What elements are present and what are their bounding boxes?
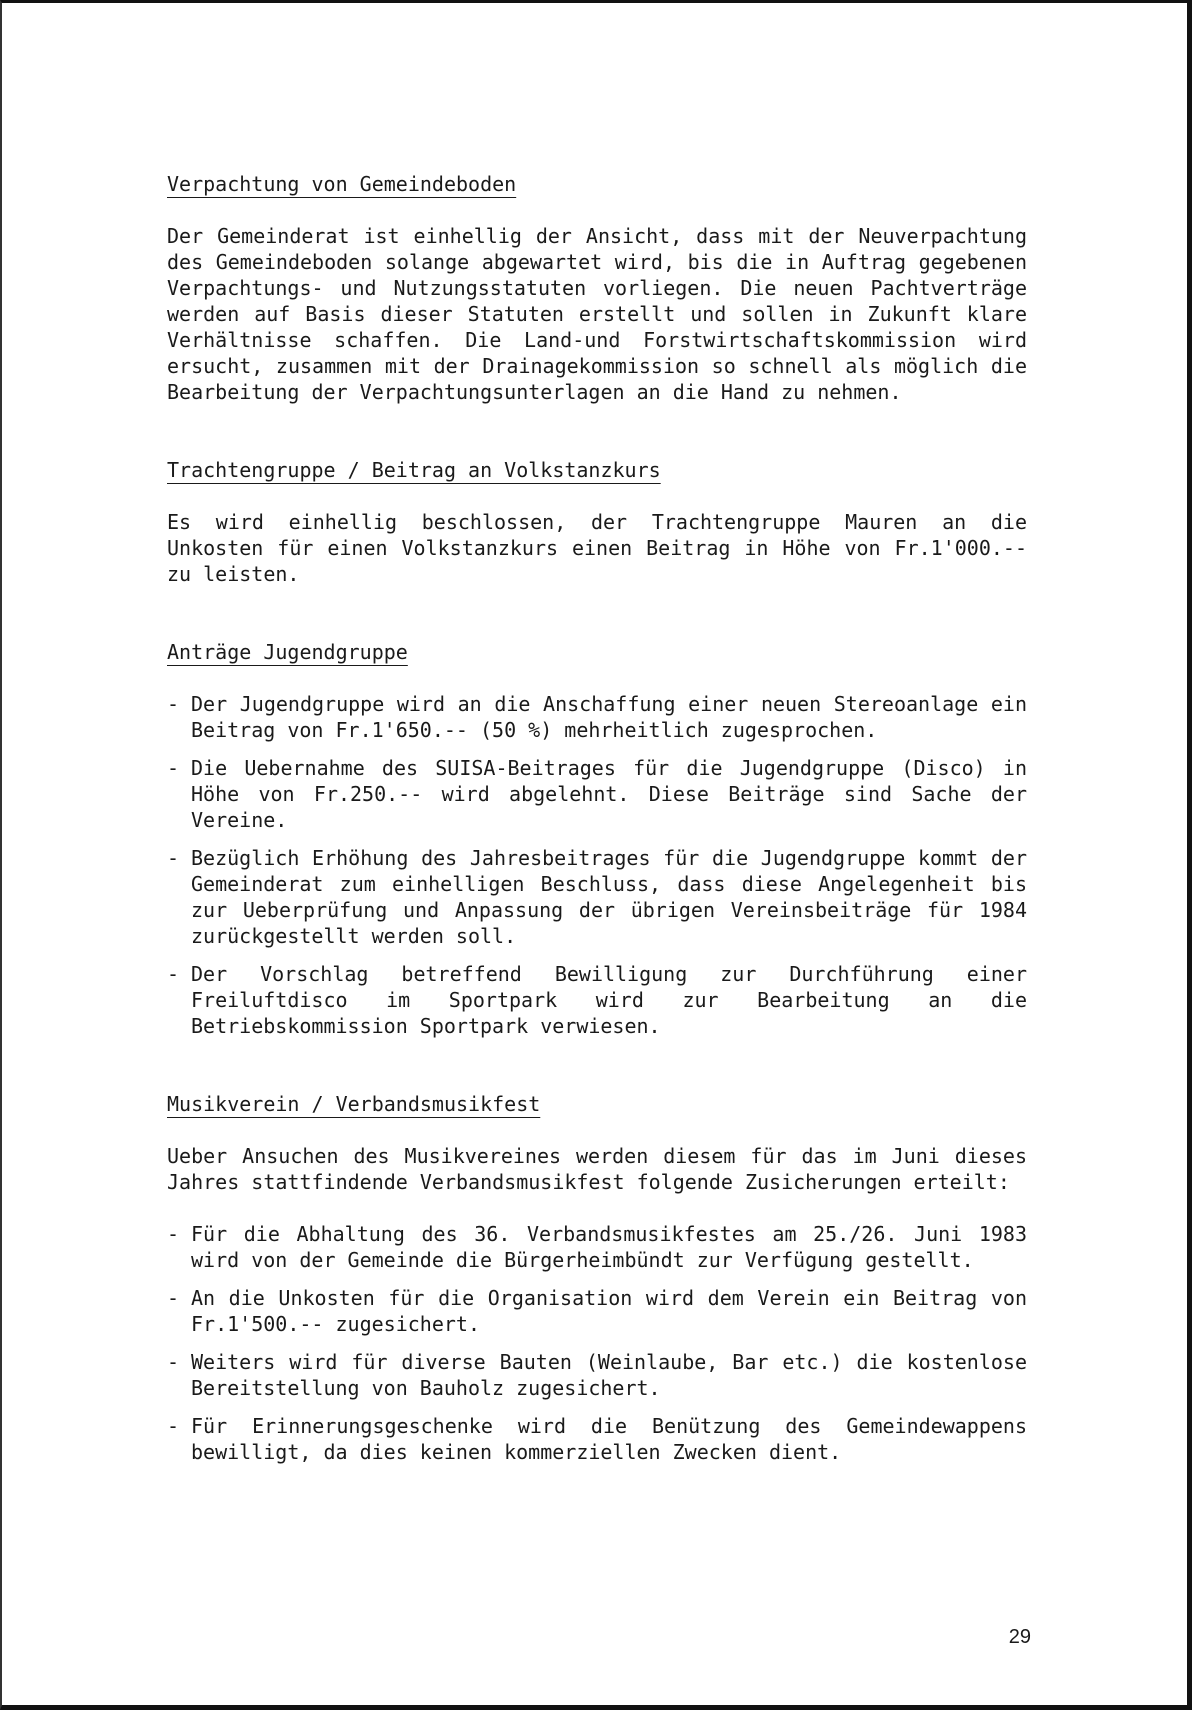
section-heading: Verpachtung von Gemeindeboden: [167, 172, 517, 196]
list-item: [167, 1221, 1027, 1273]
page-number: 29: [1008, 1626, 1031, 1648]
dash-marker: -: [167, 692, 180, 716]
list-item: [167, 755, 1027, 833]
list-item: [167, 961, 1027, 1039]
section-heading: Trachtengruppe / Beitrag an Volkstanzkurs: [167, 458, 661, 482]
list-item-text: Die Uebernahme des SUISA-Beitrages für die Jugendgruppe (Disco) in Höhe von Fr.250.-- wird abgelehnt. Diese Beiträge sind Sache der Vereine.: [191, 756, 1027, 832]
list-item-text: Für Erinnerungsgeschenke wird die Benützung des Gemeindewappens bewilligt, da dies keinen kommerziellen Zwecken dient.: [191, 1414, 1027, 1464]
dash-marker: -: [167, 1286, 180, 1310]
dash-marker: -: [167, 1414, 180, 1438]
dash-marker: -: [167, 756, 180, 780]
list-item-text: Für die Abhaltung des 36. Verbandsmusikfestes am 25./26. Juni 1983 wird von der Gemeinde die Bürgerheimbündt zur Verfügung gestellt.: [191, 1222, 1027, 1272]
list-item-text: Weiters wird für diverse Bauten (Weinlaube, Bar etc.) die kostenlose Bereitstellung von Bauholz zugesichert.: [191, 1350, 1027, 1400]
section-verpachtung: [167, 171, 1027, 405]
dash-marker: -: [167, 1222, 180, 1246]
list-item-text: Der Jugendgruppe wird an die Anschaffung einer neuen Stereoanlage ein Beitrag von Fr.1'650.-- (50 %) mehrheitlich zugesprochen.: [191, 692, 1027, 742]
section-heading: Anträge Jugendgruppe: [167, 640, 408, 664]
bullet-list: [167, 691, 1027, 1039]
section-trachtengruppe: [167, 457, 1027, 587]
list-item: [167, 845, 1027, 949]
list-item-text: Bezüglich Erhöhung des Jahresbeitrages für die Jugendgruppe kommt der Gemeinderat zum einhelligen Beschluss, dass diese Angelegenheit bis zur Ueberprüfung und Anpassung der übrigen Vereinsbeiträge für 1984 zurückgestellt werden soll.: [191, 846, 1027, 948]
page-content: [167, 171, 1027, 1477]
list-item-text: An die Unkosten für die Organisation wird dem Verein ein Beitrag von Fr.1'500.-- zugesichert.: [191, 1286, 1027, 1336]
dash-marker: -: [167, 1350, 180, 1374]
section-paragraph: Ueber Ansuchen des Musikvereines werden diesem für das im Juni dieses Jahres stattfindende Verbandsmusikfest folgende Zusicherungen erteilt:: [167, 1144, 1027, 1194]
dash-marker: -: [167, 846, 180, 870]
list-item: [167, 691, 1027, 743]
list-item: [167, 1349, 1027, 1401]
bullet-list: [167, 1221, 1027, 1465]
section-musikverein: [167, 1091, 1027, 1465]
list-item-text: Der Vorschlag betreffend Bewilligung zur Durchführung einer Freiluftdisco im Sportpark wird zur Bearbeitung an die Betriebskommission Sportpark verwiesen.: [191, 962, 1027, 1038]
section-paragraph: Es wird einhellig beschlossen, der Trachtengruppe Mauren an die Unkosten für einen Volkstanzkurs einen Beitrag in Höhe von Fr.1'000.-- zu leisten.: [167, 510, 1027, 586]
list-item: [167, 1413, 1027, 1465]
section-paragraph: Der Gemeinderat ist einhellig der Ansicht, dass mit der Neuverpachtung des Gemeindeboden solange abgewartet wird, bis die in Auftrag gegebenen Verpachtungs- und Nutzungsstatuten vorliegen. Die neuen Pachtverträge werden auf Basis dieser Statuten erstellt und sollen in Zukunft klare Verhältnisse schaffen. Die Land-und Forstwirtschaftskommission wird ersucht, zusammen mit der Drainagekommission so schnell als möglich die Bearbeitung der Verpachtungsunterlagen an die Hand zu nehmen.: [167, 224, 1027, 404]
section-heading: Musikverein / Verbandsmusikfest: [167, 1092, 541, 1116]
dash-marker: -: [167, 962, 180, 986]
section-jugendgruppe: [167, 639, 1027, 1039]
list-item: [167, 1285, 1027, 1337]
